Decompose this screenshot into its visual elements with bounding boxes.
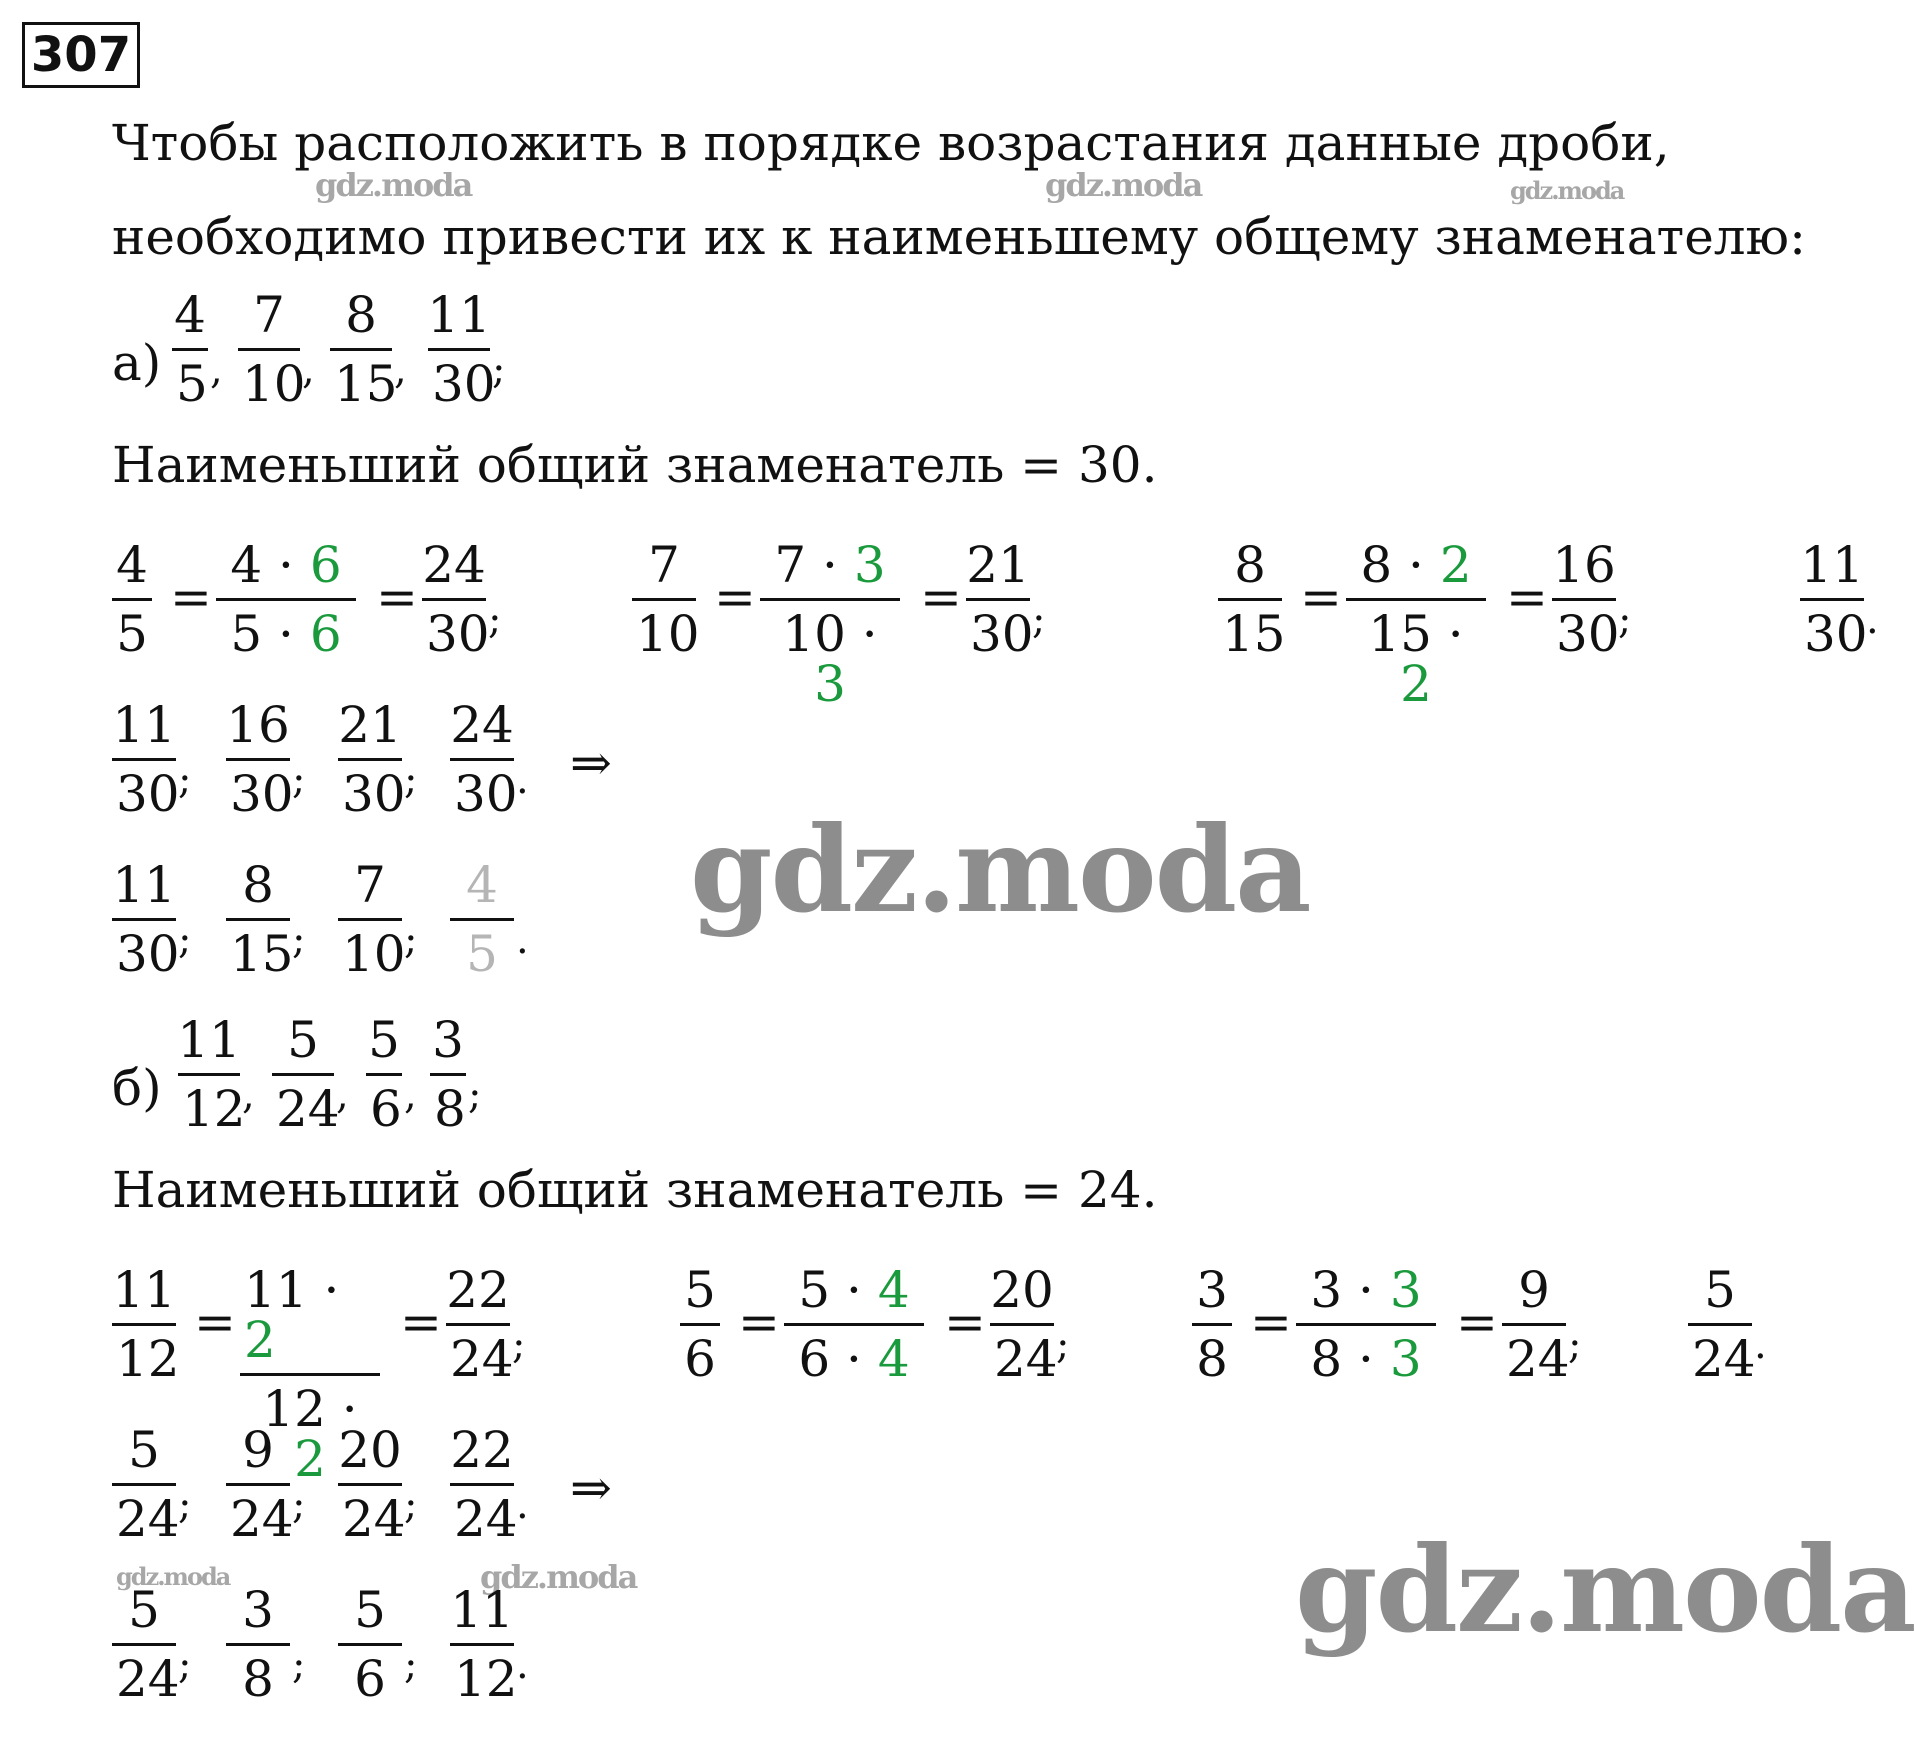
watermark: gdz.moda [480, 1558, 637, 1596]
expanded-fraction [216, 536, 356, 663]
semicolon: ; [492, 347, 506, 393]
expanded-fraction [760, 536, 900, 713]
comma: , [210, 347, 223, 393]
numerator: 5 [354, 1581, 386, 1639]
part-label: б) [112, 1059, 162, 1117]
fraction [112, 1581, 180, 1708]
semicolon: ; [404, 917, 418, 963]
denominator: 24 [450, 1483, 514, 1544]
factor: 15 · [1368, 605, 1464, 663]
denominator: 30 [226, 758, 290, 819]
denominator: 8 [226, 1643, 290, 1704]
intro-line-2: необходимо привести их к наименьшему общему знаменателю: [112, 208, 1806, 266]
fraction [177, 1011, 246, 1138]
multiplier: 6 [309, 605, 342, 663]
numerator: 8 [1234, 536, 1266, 594]
denominator: 15 [330, 348, 392, 409]
numerator: 3 [242, 1581, 274, 1639]
comma: , [302, 347, 315, 393]
fraction [1688, 1261, 1756, 1388]
fraction [990, 1261, 1058, 1388]
numerator: 24 [422, 536, 486, 594]
comma: , [394, 347, 407, 393]
semicolon: ; [292, 757, 306, 803]
denominator: 24 [112, 1483, 176, 1544]
problem-number: 307 [22, 22, 140, 88]
fraction [450, 1421, 518, 1548]
expanded-numerator [770, 536, 889, 598]
numerator: 22 [450, 1421, 514, 1479]
implies-arrow: ⇒ [570, 1459, 612, 1517]
semicolon: ; [488, 597, 502, 643]
fraction [1800, 536, 1868, 663]
expanded-fraction [1296, 1261, 1436, 1388]
fraction [112, 1261, 180, 1388]
numerator: 5 [368, 1011, 400, 1069]
numerator: 16 [226, 696, 290, 754]
fraction [338, 856, 406, 983]
fraction [338, 1421, 406, 1548]
multiplier: 3 [814, 655, 846, 713]
fraction [330, 286, 398, 413]
denominator: 30 [422, 598, 486, 659]
denominator: 30 [1800, 598, 1864, 659]
numerator: 5 [1704, 1261, 1736, 1319]
factor: 5 · [230, 605, 310, 663]
expanded-numerator [794, 1261, 913, 1323]
factor: 7 · [774, 536, 854, 594]
equals-sign: = [170, 568, 212, 626]
denominator: 12 [178, 1073, 240, 1134]
fraction [338, 696, 406, 823]
period: . [516, 757, 529, 803]
numerator: 8 [242, 856, 274, 914]
comma: , [336, 1072, 349, 1118]
semicolon: ; [1618, 597, 1632, 643]
numerator: 5 [287, 1011, 319, 1069]
denominator: 30 [428, 348, 490, 409]
period: . [516, 1642, 529, 1688]
expanded-numerator [1356, 536, 1475, 598]
denominator: 8 [430, 1073, 466, 1134]
denominator: 8 [1192, 1323, 1232, 1384]
denominator: 5 [450, 918, 514, 979]
denominator: 30 [966, 598, 1030, 659]
fraction [226, 856, 294, 983]
semicolon: ; [1032, 597, 1046, 643]
semicolon: ; [292, 1642, 306, 1688]
denominator: 10 [632, 598, 696, 659]
numerator: 21 [338, 696, 402, 754]
period: . [1754, 1322, 1767, 1368]
expanded-fraction [784, 1261, 924, 1388]
denominator: 30 [1552, 598, 1616, 659]
factor: 8 · [1310, 1330, 1390, 1388]
denominator: 5 [112, 598, 152, 659]
fraction [366, 1011, 402, 1138]
factor: 6 · [798, 1330, 878, 1388]
denominator: 24 [226, 1483, 290, 1544]
numerator: 9 [1518, 1261, 1550, 1319]
multiplier: 2 [294, 1430, 326, 1488]
fraction [226, 1421, 294, 1548]
denominator: 15 [226, 918, 290, 979]
numerator: 11 [1800, 536, 1864, 594]
equals-sign: = [920, 568, 962, 626]
semicolon: ; [404, 1482, 418, 1528]
multiplier: 2 [244, 1311, 276, 1369]
numerator: 11 [112, 1261, 176, 1319]
factor: 11 · [244, 1261, 340, 1319]
numerator: 9 [242, 1421, 274, 1479]
factor: 4 · [230, 536, 310, 594]
denominator: 24 [446, 1323, 510, 1384]
semicolon: ; [178, 1482, 192, 1528]
expanded-denominator [760, 598, 900, 713]
equals-sign: = [194, 1293, 236, 1351]
equals-sign: = [1250, 1293, 1292, 1351]
factor: 3 · [1310, 1261, 1390, 1319]
denominator: 24 [990, 1323, 1054, 1384]
equals-sign: = [714, 568, 756, 626]
expanded-denominator [1346, 598, 1486, 713]
fraction [427, 286, 496, 413]
expanded-fraction [1346, 536, 1486, 713]
equals-sign: = [944, 1293, 986, 1351]
semicolon: ; [292, 1482, 306, 1528]
comma: , [404, 1072, 417, 1118]
numerator: 11 [450, 1581, 514, 1639]
multiplier: 2 [1400, 655, 1432, 713]
numerator: 11 [112, 856, 176, 914]
watermark: gdz.moda [1295, 1520, 1915, 1659]
fraction [112, 536, 152, 663]
period: . [516, 917, 529, 963]
equals-sign: = [738, 1293, 780, 1351]
fraction [112, 696, 180, 823]
numerator: 5 [128, 1421, 160, 1479]
numerator: 11 [427, 286, 491, 344]
fraction [450, 696, 518, 823]
denominator: 6 [338, 1643, 402, 1704]
denominator: 15 [1218, 598, 1282, 659]
fraction [238, 286, 306, 413]
fraction [338, 1581, 402, 1708]
numerator: 3 [432, 1011, 464, 1069]
semicolon: ; [404, 757, 418, 803]
watermark: gdz.moda [315, 166, 472, 204]
denominator: 6 [366, 1073, 402, 1134]
fraction [430, 1011, 466, 1138]
semicolon: ; [292, 917, 306, 963]
numerator: 20 [990, 1261, 1054, 1319]
numerator: 24 [450, 696, 514, 754]
denominator: 30 [112, 918, 176, 979]
fraction [632, 536, 700, 663]
numerator: 11 [177, 1011, 241, 1069]
denominator: 10 [338, 918, 402, 979]
numerator: 7 [648, 536, 680, 594]
factor: 5 · [798, 1261, 878, 1319]
denominator: 24 [338, 1483, 402, 1544]
fraction [1502, 1261, 1570, 1388]
fraction [226, 1581, 290, 1708]
semicolon: ; [1568, 1322, 1582, 1368]
equals-sign: = [1506, 568, 1548, 626]
part-label: а) [112, 334, 162, 392]
numerator: 5 [684, 1261, 716, 1319]
multiplier: 4 [877, 1261, 910, 1319]
fraction [272, 1011, 340, 1138]
semicolon: ; [1056, 1322, 1070, 1368]
fraction [1192, 1261, 1232, 1388]
multiplier: 2 [1439, 536, 1472, 594]
semicolon: ; [178, 1642, 192, 1688]
denominator: 24 [1688, 1323, 1752, 1384]
numerator: 4 [174, 286, 206, 344]
watermark: gdz.moda [1510, 176, 1624, 205]
factor: 12 · [262, 1380, 358, 1438]
expanded-denominator [216, 598, 356, 663]
fraction [172, 286, 208, 413]
multiplier: 6 [309, 536, 342, 594]
equals-sign: = [376, 568, 418, 626]
denominator: 30 [112, 758, 176, 819]
numerator: 5 [128, 1581, 160, 1639]
numerator: 3 [1196, 1261, 1228, 1319]
period: . [516, 1482, 529, 1528]
numerator: 22 [446, 1261, 510, 1319]
equals-sign: = [1456, 1293, 1498, 1351]
multiplier: 3 [1389, 1330, 1422, 1388]
period: . [1866, 597, 1879, 643]
denominator: 10 [238, 348, 300, 409]
semicolon: ; [178, 757, 192, 803]
semicolon: ; [178, 917, 192, 963]
watermark: gdz.moda [116, 1562, 230, 1591]
equals-sign: = [1300, 568, 1342, 626]
expanded-numerator [1306, 1261, 1425, 1323]
numerator: 16 [1552, 536, 1616, 594]
numerator: 4 [116, 536, 148, 594]
expanded-numerator [226, 536, 345, 598]
multiplier: 3 [853, 536, 886, 594]
numerator: 4 [466, 856, 498, 914]
equals-sign: = [400, 1293, 442, 1351]
fraction [450, 856, 514, 983]
expanded-numerator [240, 1261, 380, 1373]
numerator: 7 [253, 286, 285, 344]
watermark: gdz.moda [1045, 166, 1202, 204]
watermark: gdz.moda [690, 800, 1310, 939]
numerator: 11 [112, 696, 176, 754]
semicolon: ; [404, 1642, 418, 1688]
fraction [966, 536, 1034, 663]
semicolon: ; [468, 1072, 482, 1118]
denominator: 6 [680, 1323, 720, 1384]
denominator: 24 [272, 1073, 334, 1134]
numerator: 8 [345, 286, 377, 344]
fraction [450, 1581, 518, 1708]
lcd-sentence: Наименьший общий знаменатель = 30. [112, 436, 1158, 494]
denominator: 24 [1502, 1323, 1566, 1384]
fraction [1218, 536, 1286, 663]
fraction [680, 1261, 720, 1388]
denominator: 12 [112, 1323, 176, 1384]
numerator: 7 [354, 856, 386, 914]
comma: , [242, 1072, 255, 1118]
fraction [112, 856, 180, 983]
expanded-denominator [784, 1323, 924, 1388]
semicolon: ; [512, 1322, 526, 1368]
multiplier: 3 [1389, 1261, 1422, 1319]
fraction [226, 696, 294, 823]
denominator: 12 [450, 1643, 514, 1704]
denominator: 30 [338, 758, 402, 819]
fraction [422, 536, 490, 663]
lcd-sentence: Наименьший общий знаменатель = 24. [112, 1161, 1158, 1219]
numerator: 21 [966, 536, 1030, 594]
factor: 8 · [1360, 536, 1440, 594]
implies-arrow: ⇒ [570, 734, 612, 792]
fraction [112, 1421, 180, 1548]
denominator: 30 [450, 758, 514, 819]
multiplier: 4 [877, 1330, 910, 1388]
expanded-denominator [1296, 1323, 1436, 1388]
fraction [1552, 536, 1620, 663]
denominator: 24 [112, 1643, 176, 1704]
denominator: 5 [172, 348, 208, 409]
intro-line-1: Чтобы расположить в порядке возрастания данные дроби, [112, 114, 1670, 172]
factor: 10 · [782, 605, 878, 663]
fraction [446, 1261, 514, 1388]
numerator: 20 [338, 1421, 402, 1479]
